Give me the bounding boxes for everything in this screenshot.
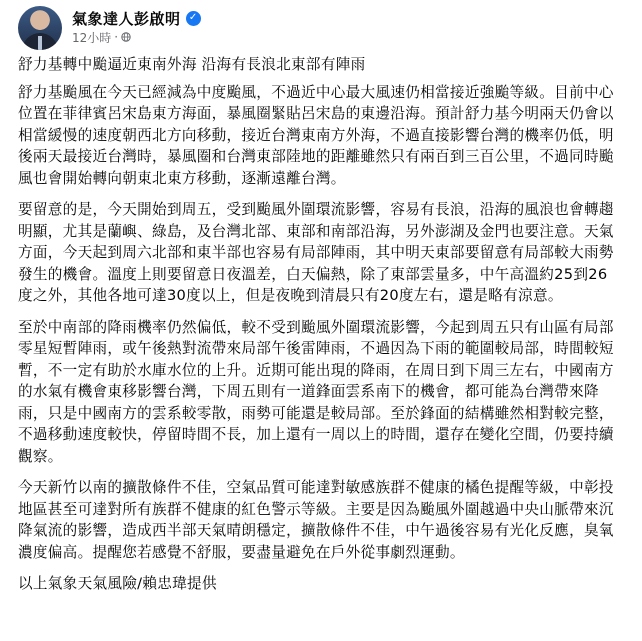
- verified-check-icon: ✓: [186, 11, 201, 26]
- timestamp-separator: ·: [114, 30, 119, 44]
- timestamp-row: [72, 28, 201, 46]
- post-content: [18, 54, 622, 595]
- post-timestamp[interactable]: 12小時: [72, 30, 112, 45]
- post-header: [18, 0, 622, 54]
- post-meta: [72, 6, 201, 46]
- author-avatar[interactable]: [18, 6, 62, 50]
- globe-icon[interactable]: [121, 32, 131, 42]
- author-row: [72, 8, 201, 28]
- author-name[interactable]: 氣象達人彭啟明: [72, 9, 181, 28]
- post-paragraph-2: 要留意的是，今天開始到周五，受到颱風外圍環流影響，容易有長浪，沿海的風浪也會轉趨明顯，尤其是蘭嶼、綠島，及台灣北部、東部和南部沿海，另外澎湖及金門也要注意。天氣方面，今天起到周六北部和東半部也容易有局部陣雨，其中明天東部要留意有局部較大雨勢發生的機會。溫度上則要留意日夜溫差，白天偏熱，除了東部雲量多，中午高溫約25到26度之外，其他各地可達30度以上，但是夜晚到清晨只有20度左右，還是略有涼意。: [18, 201, 614, 304]
- post-paragraph-3: 至於中南部的降雨機率仍然偏低，較不受到颱風外圍環流影響，今起到周五只有山區有局部零星短暫陣雨，或午後熱對流帶來局部午後雷陣雨，不過因為下雨的範圍較局部，時間較短暫，不一定有助於水庫水位的上升。近期可能出現的降雨，在周日到下周三左右，中國南方的水氣有機會東移影響台灣，下周五則有一道鋒面雲系南下的機會，都可能為台灣帶來降雨，只是中國南方的雲系較零散，雨勢可能還是較局部。至於鋒面的結構雖然相對較完整，不過移動速度較快，停留時間不長，加上還有一周以上的時間，還存在變化空間，仍要持續觀察。: [18, 318, 614, 465]
- avatar-tie: [38, 36, 42, 50]
- post-paragraph-1: 舒力基颱風在今天已經減為中度颱風，不過近中心最大風速仍相當接近強颱等級。目前中心位置在菲律賓呂宋島東方海面，暴風圈緊貼呂宋島的東邊沿海。預計舒力基今明兩天仍會以相當緩慢的速度朝西北方向移動，接近台灣東南方外海，不過直接影響台灣的機率仍低，明後兩天最接近台灣時，暴風圈和台灣東部陸地的距離雖然只有兩百到三百公里，不過同時颱風也會開始轉向朝東北東方移動，逐漸遠離台灣。: [18, 83, 614, 187]
- post-credit: 以上氣象天氣風險/賴忠瑋提供: [18, 575, 217, 592]
- post-title: 舒力基轉中颱逼近東南外海 沿海有長浪北東部有陣雨: [18, 56, 366, 73]
- post-paragraph-4: 今天新竹以南的擴散條件不佳，空氣品質可能達對敏感族群不健康的橘色提醒等級，中彰投地區甚至可達對所有族群不健康的紅色警示等級。主要是因為颱風外圍越過中央山脈帶來沉降氣流的影響，造成西半部天氣晴朗穩定，擴散條件不佳，中午過後容易有光化反應，臭氧濃度偏高。提醒您若感覺不舒服，要盡量避免在戶外從事劇烈運動。: [18, 479, 614, 561]
